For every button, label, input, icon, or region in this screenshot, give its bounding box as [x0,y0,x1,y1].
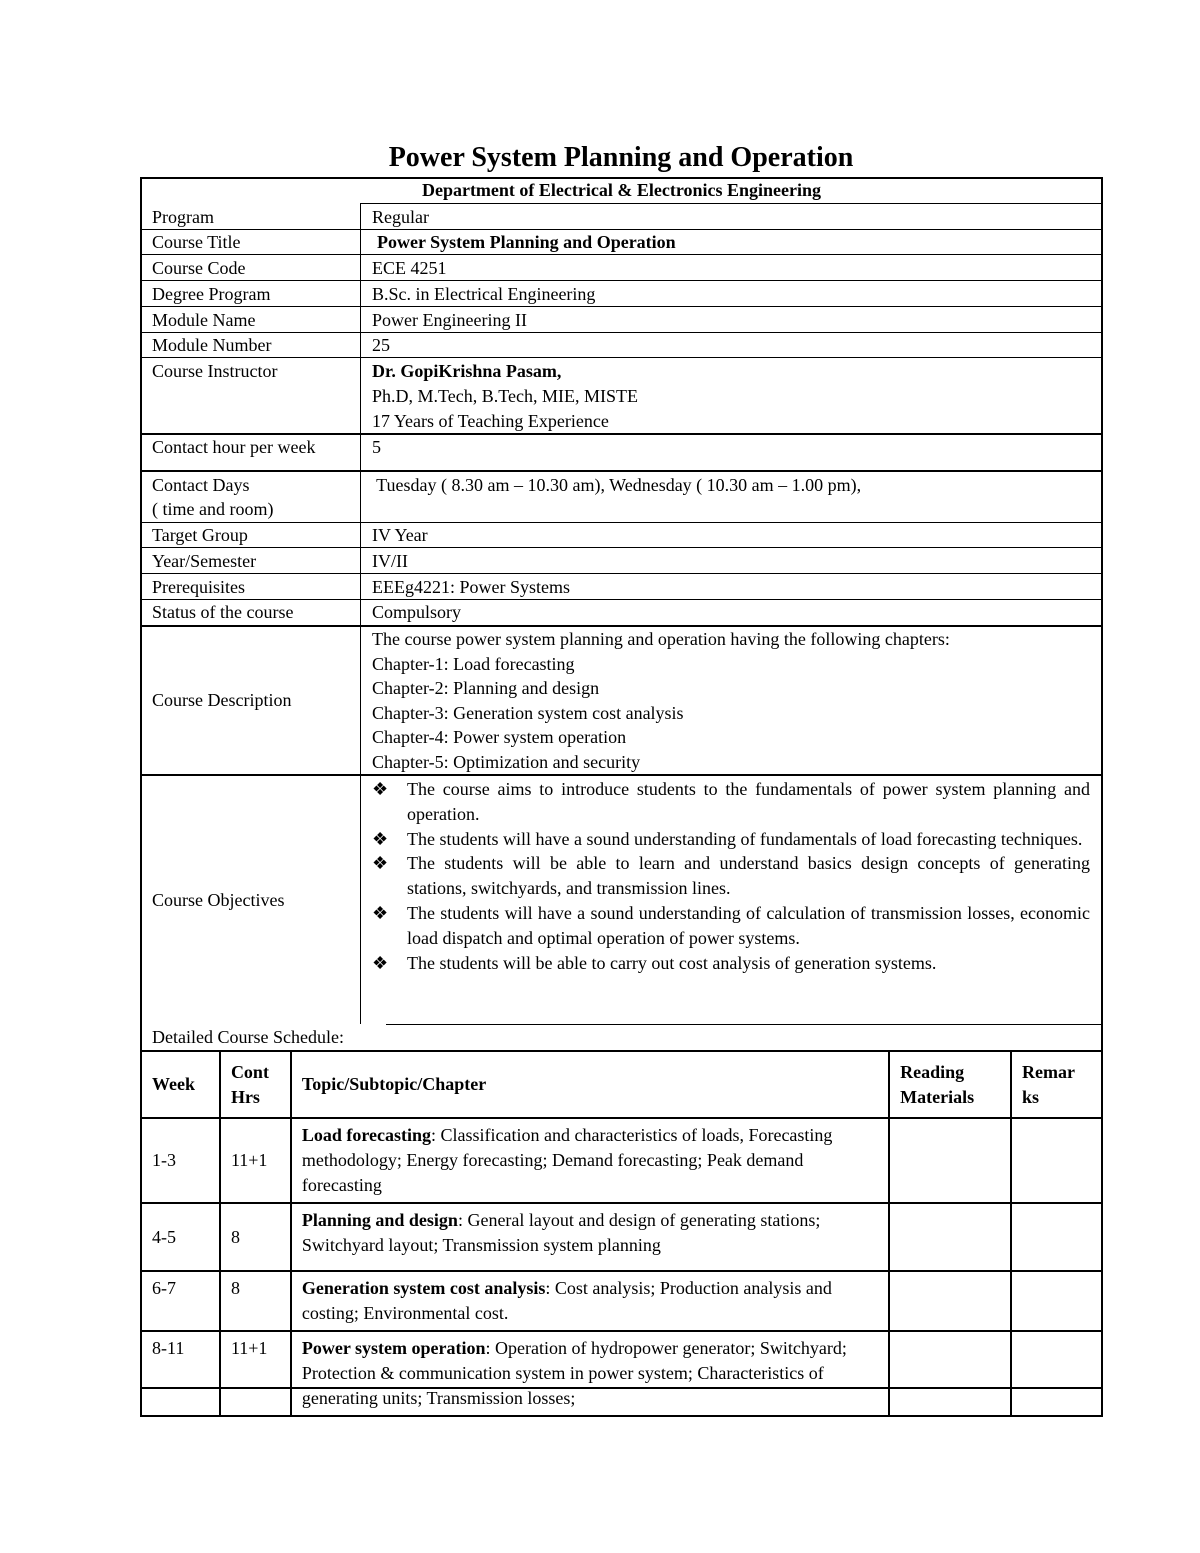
value-contact-hours: 5 [372,437,381,457]
table-header-row [141,1051,1102,1118]
diamond-bullet-icon: ❖ [372,952,389,973]
cell-hours: 8 [220,1203,291,1271]
cell-week: 6-7 [141,1271,220,1331]
diamond-bullet-icon: ❖ [372,779,389,799]
table-row [141,1118,1102,1203]
table-row [141,1271,1102,1331]
description-line: Chapter-5: Optimization and security [372,751,641,772]
column-header-remarks: Remar ks [1011,1051,1102,1118]
table-row [141,1203,1102,1271]
value-degree-program: B.Sc. in Electrical Engineering [372,284,596,304]
cell-hours: 11+1 [220,1331,291,1416]
value-contact-days: Tuesday ( 8.30 am – 10.30 am), Wednesday ( 10.30 am – 1.00 pm), [372,475,862,495]
column-header-reading: Reading Materials [889,1051,1011,1118]
cell-remarks [1011,1118,1102,1203]
table-row [141,1331,1102,1416]
divider [360,203,1102,204]
value-year-semester: IV/II [372,551,408,571]
cell-reading [889,1203,1011,1271]
cell-remarks [1011,1271,1102,1331]
value-instructor-name: Dr. GopiKrishna Pasam, [372,361,562,381]
column-header-topic: Topic/Subtopic/Chapter [291,1051,889,1118]
value-program: Regular [372,207,429,227]
value-module-number: 25 [372,335,390,355]
cell-reading [889,1118,1011,1203]
row-divider [142,332,1102,333]
diamond-bullet-icon: ❖ [372,902,389,923]
row-divider [142,547,1102,548]
value-instructor-experience: 17 Years of Teaching Experience [372,411,609,431]
label-program: Program [152,207,214,227]
row-divider [142,306,1102,307]
label-contact-days-sub: ( time and room) [152,499,274,519]
cell-topic: Load forecasting: Classification and characteristics of loads, Forecasting methodology; Energy forecasting; Demand forecasting; Peak demand forecasting [291,1118,889,1203]
diamond-bullet-icon: ❖ [372,828,389,849]
description-line: The course power system planning and operation having the following chapters: [372,629,950,649]
column-header-hours: Cont Hrs [220,1051,291,1118]
cell-remarks [1011,1331,1102,1416]
list-item: ❖ The students will be able to carry out cost analysis of generation systems. [372,951,1090,976]
label-course-description: Course Description [152,690,292,710]
label-course-objectives: Course Objectives [152,890,285,910]
list-item: ❖ The students will be able to learn and understand basics design concepts of generating stations, switchyards, and transmission lines. [372,853,1090,899]
row-divider [142,470,1102,472]
label-course-code: Course Code [152,258,246,278]
schedule-heading: Detailed Course Schedule: [152,1027,344,1047]
cell-topic: Generation system cost analysis: Cost analysis; Production analysis and costing; Environmental cost. [291,1271,889,1331]
row-divider [142,357,1102,358]
cell-topic: Power system operation: Operation of hydropower generator; Switchyard; Protection & communication system in power system; Characteristics of generating units; Transmission losses; [291,1331,889,1416]
description-line: Chapter-2: Planning and design [372,678,600,699]
value-prerequisites: EEEg4221: Power Systems [372,577,570,597]
label-contact-hours: Contact hour per week [152,437,316,457]
value-target-group: IV Year [372,525,428,545]
label-prerequisites: Prerequisites [152,577,245,597]
cell-week: 4-5 [141,1203,220,1271]
description-line: Chapter-3: Generation system cost analysis [372,702,684,723]
cell-hours: 8 [220,1271,291,1331]
row-divider [142,522,1102,523]
cell-reading [889,1271,1011,1331]
row-divider [142,573,1102,574]
row-divider [142,280,1102,281]
value-course-code: ECE 4251 [372,258,447,278]
value-status: Compulsory [372,602,462,622]
label-status: Status of the course [152,602,294,622]
cell-topic: Planning and design: General layout and design of generating stations; Switchyard layout; Transmission system planning [291,1203,889,1271]
value-instructor-degrees: Ph.D, M.Tech, B.Tech, MIE, MISTE [372,386,638,406]
description-line: Chapter-4: Power system operation [372,727,627,748]
schedule-table [140,1050,1103,1417]
column-divider [360,204,361,1024]
cell-remarks [1011,1203,1102,1271]
objectives-list [372,777,1090,975]
row-divider [386,1024,1102,1025]
cell-week: 8-11 [141,1331,220,1416]
column-header-week: Week [141,1051,220,1118]
document-title: Power System Planning and Operation [388,142,854,173]
description-line: Chapter-1: Load forecasting [372,653,575,674]
label-year-semester: Year/Semester [152,551,257,571]
value-module-name: Power Engineering II [372,310,527,330]
label-course-title: Course Title [152,232,241,252]
label-module-number: Module Number [152,335,272,355]
department-heading: Department of Electrical & Electronics Engineering [421,180,822,200]
cell-week: 1-3 [141,1118,220,1203]
value-course-title: Power System Planning and Operation [377,232,676,252]
list-item: ❖ The students will have a sound understanding of fundamentals of load forecasting techniques. [372,827,1090,852]
diamond-bullet-icon: ❖ [372,853,389,874]
cell-hours: 11+1 [220,1118,291,1203]
label-target-group: Target Group [152,525,248,545]
list-item: ❖ The students will have a sound understanding of calculation of transmission losses, economic load dispatch and optimal operation of power systems. [372,902,1090,948]
label-contact-days: Contact Days [152,475,250,495]
label-course-instructor: Course Instructor [152,361,278,381]
cell-reading [889,1331,1011,1416]
label-degree-program: Degree Program [152,284,271,304]
list-item: ❖ The course aims to introduce students to the fundamentals of power system planning and operation. [372,779,1090,824]
course-description [372,627,950,775]
label-module-name: Module Name [152,310,256,330]
